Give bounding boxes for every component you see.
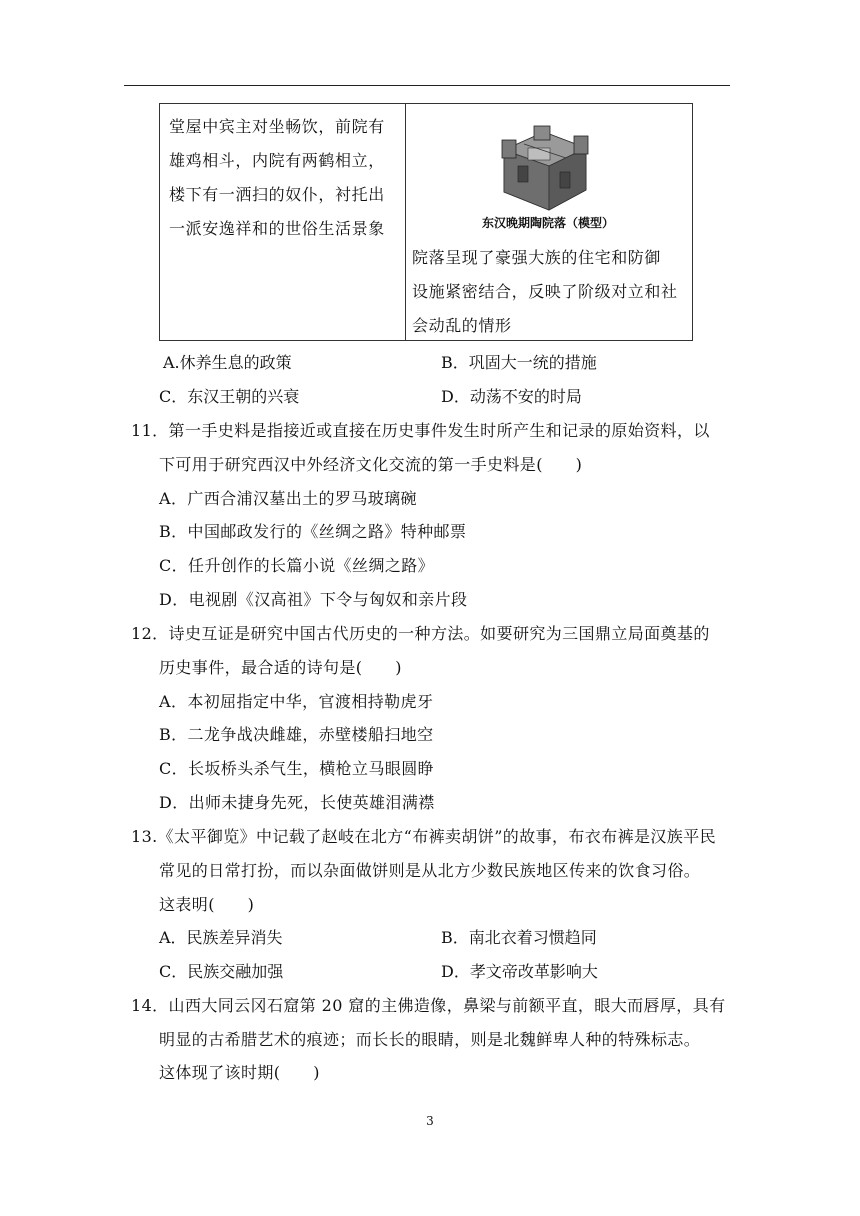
q12-option-b: B．二龙争战决雌雄，赤壁楼船扫地空 — [159, 725, 434, 744]
q13-option-a: A．民族差异消失 — [159, 928, 283, 947]
page-number: 3 — [426, 1114, 434, 1128]
q10-option-b: B．巩固大一统的措施 — [441, 353, 597, 372]
q13-stem-line: 这表明( ) — [159, 895, 255, 914]
q14-stem-line: 明显的古希腊艺术的痕迹；而长长的眼睛，则是北魏鲜卑人种的特殊标志。 — [159, 1030, 701, 1049]
image-caption: 东汉晚期陶院落（模型） — [481, 216, 614, 230]
q11-option-a: A．广西合浦汉墓出土的罗马玻璃碗 — [159, 489, 417, 508]
table-divider — [405, 104, 406, 340]
table-left-cell — [169, 110, 399, 246]
q10-option-c: C．东汉王朝的兴衰 — [159, 387, 300, 406]
q12-option-d: D．出师未捷身先死，长使英雄泪满襟 — [159, 793, 435, 812]
left-text-line: 堂屋中宾主对坐畅饮，前院有 — [169, 117, 385, 136]
q12-option-a: A．本初屈指定中华，官渡相持勒虎牙 — [159, 692, 434, 711]
left-text-line: 一派安逸祥和的世俗生活景象 — [169, 219, 385, 238]
q13-option-d: D．孝文帝改革影响大 — [441, 962, 598, 981]
comparison-table — [159, 103, 693, 341]
left-text-line: 雄鸡相斗，内院有两鹤相立， — [169, 151, 385, 170]
q11-option-c: C．任升创作的长篇小说《丝绸之路》 — [159, 556, 435, 575]
left-text-line: 楼下有一洒扫的奴仆，衬托出 — [169, 185, 385, 204]
q11-option-b: B．中国邮政发行的《丝绸之路》特种邮票 — [159, 522, 467, 541]
q10-option-a: A.休养生息的政策 — [163, 353, 292, 372]
table-right-description — [412, 241, 692, 343]
right-text-line: 设施紧密结合，反映了阶级对立和社 — [412, 282, 678, 301]
right-text-line: 院落呈现了豪强大族的住宅和防御 — [412, 248, 662, 267]
header-rule — [124, 85, 730, 86]
q13-stem-line: 13.《太平御览》中记载了赵岐在北方“布裤卖胡饼”的故事，布衣布裤是汉族平民 — [131, 827, 717, 846]
q11-stem-line: 11．第一手史料是指接近或直接在历史事件发生时所产生和记录的原始资料，以 — [131, 421, 710, 440]
q13-stem-line: 常见的日常打扮，而以杂面做饼则是从北方少数民族地区传来的饮食习俗。 — [159, 861, 701, 880]
q11-stem-line: 下可用于研究西汉中外经济文化交流的第一手史料是( ) — [159, 455, 583, 474]
q14-stem-line: 14．山西大同云冈石窟第 20 窟的主佛造像，鼻梁与前额平直，眼大而唇厚，具有 — [131, 996, 726, 1015]
pottery-courtyard-model-image — [494, 120, 594, 215]
q12-stem-line: 历史事件，最合适的诗句是( ) — [159, 658, 402, 677]
right-text-line: 会动乱的情形 — [412, 316, 512, 335]
q12-option-c: C．长坂桥头杀气生，横枪立马眼圆睁 — [159, 759, 435, 778]
q12-stem-line: 12．诗史互证是研究中国古代历史的一种方法。如要研究为三国鼎立局面奠基的 — [131, 624, 710, 643]
q11-option-d: D．电视剧《汉高祖》下令与匈奴和亲片段 — [159, 590, 468, 609]
q13-option-c: C．民族交融加强 — [159, 962, 284, 981]
q14-stem-line: 这体现了该时期( ) — [159, 1063, 320, 1082]
q13-option-b: B．南北衣着习惯趋同 — [441, 928, 597, 947]
q10-option-d: D．动荡不安的时局 — [441, 387, 582, 406]
